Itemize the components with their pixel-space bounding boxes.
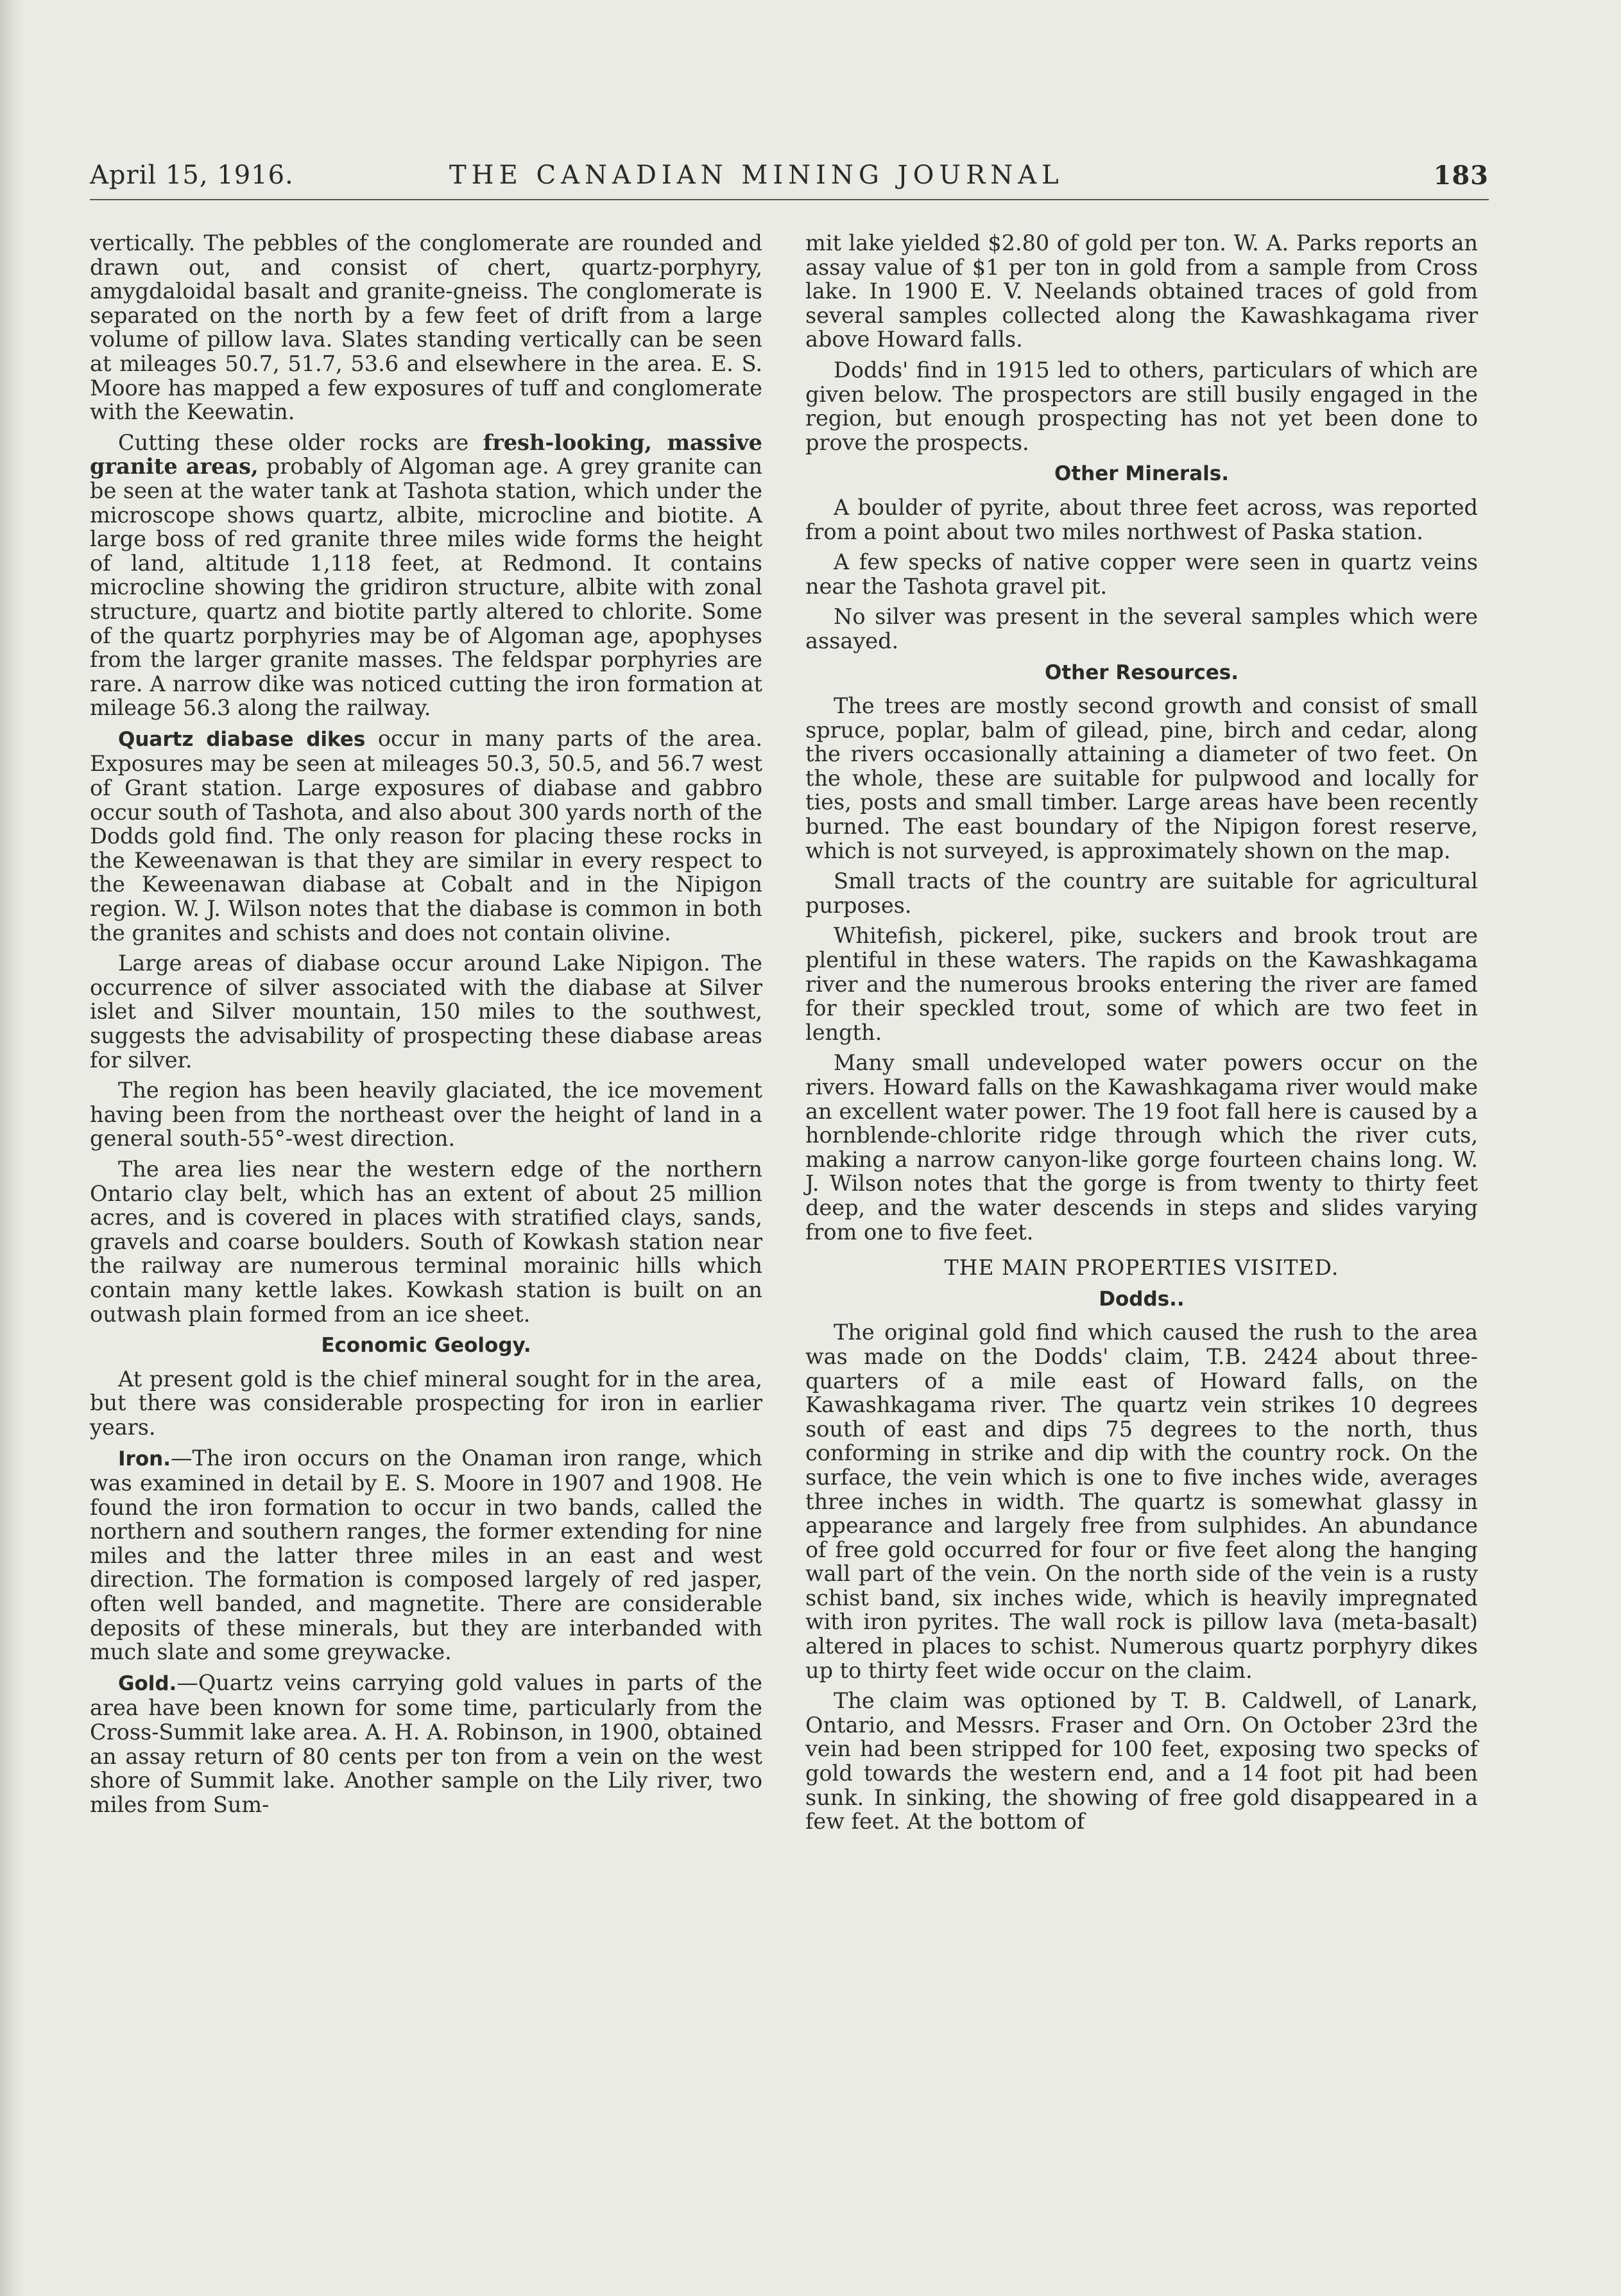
paragraph: At present gold is the chief mineral sought for in the area, but there was considerable prospecting for iron in earlier years. (90, 1366, 762, 1440)
page-number: 183 (1433, 160, 1489, 191)
section-heading-main-properties: THE MAIN PROPERTIES VISITED. (944, 1255, 1339, 1281)
paragraph: A few specks of native copper were seen in quartz veins near the Tashota gravel pit. (805, 549, 1478, 599)
paragraph: Dodds' find in 1915 led to others, particulars of which are given below. The prospectors are still busily engaged in the region, but enough prospecting has not yet been done to prove the prospects. (805, 357, 1478, 455)
paragraph: The region has been heavily glaciated, the ice movement having been from the northeast over the height of land in a general south-55°-west direction. (90, 1078, 762, 1152)
paragraph: The area lies near the western edge of the northern Ontario clay belt, which has an extent of about 25 million acres, and is covered in places with stratified clays, sands, gravels and coarse boulders. South of Kowkash station near the railway are numerous terminal morainic hills which contain many kettle lakes. Kowkash station is built on an outwash plain formed from an ice sheet. (90, 1156, 762, 1327)
right-column (805, 231, 1478, 1840)
page-binding-edge (0, 0, 24, 2296)
header-rule (90, 199, 1489, 200)
paragraph: Whitefish, pickerel, pike, suckers and brook trout are plentiful in these waters. The rapids on the Kawashkagama river and the numerous brooks entering the river are famed for their speckled trout, some of which are two feet in length. (805, 923, 1478, 1045)
paragraph: Gold.—Quartz veins carrying gold values in parts of the area have been known for some time, particularly from the Cross-Summit lake area. A. H. A. Robinson, in 1900, obtained an assay return of 80 cents per ton from a vein on the west shore of Summit lake. Another sample on the Lily river, two miles from Sum- (90, 1670, 762, 1817)
running-header (90, 154, 1489, 199)
paragraph: Quartz diabase dikes occur in many parts of the area. Exposures may be seen at mileages 50.3, 50.5, and 56.7 west of Grant station. Large exposures of diabase and gabbro occur south of Tashota, and also about 300 yards north of the Dodds gold find. The only reason for placing these rocks in the Keweenawan is that they are similar in every respect to the Keweenawan diabase at Cobalt and in the Nipigon region. W. J. Wilson notes that the diabase is common in both the granites and schists and does not contain olivine. (90, 725, 762, 945)
paragraph: mit lake yielded $2.80 of gold per ton. W. A. Parks reports an assay value of $1 per ton in gold from a sample from Cross lake. In 1900 E. V. Neelands obtained traces of gold from several samples collected along the Kawashkagama river above Howard falls. (805, 230, 1478, 352)
paragraph: The trees are mostly second growth and consist of small spruce, poplar, balm of gilead, pine, birch and cedar, along the rivers occasionally attaining a diameter of two feet. On the whole, these are suitable for pulpwood and locally for ties, posts and small timber. Large areas have been recently burned. The east boundary of the Nipigon forest reserve, which is not surveyed, is approximately shown on the map. (805, 693, 1478, 863)
paragraph: The original gold find which caused the rush to the area was made on the Dodds' claim, T.B. 2424 about three-quarters of a mile east of Howard falls, on the Kawashkagama river. The quartz vein strikes 10 degrees south of east and dips 75 degrees to the north, thus conforming in strike and dip with the country rock. On the surface, the vein which is one to five inches wide, averages three inches in width. The quartz is somewhat glassy in appearance and largely free from sulphides. An abundance of free gold occurred for four or five feet along the hanging wall part of the vein. On the north side of the vein is a rusty schist band, six inches wide, which is heavily impregnated with iron pyrites. The wall rock is pillow lava (meta-basalt) altered in places to schist. Numerous quartz porphyry dikes up to thirty feet wide occur on the claim. (805, 1320, 1478, 1683)
subsection-heading-dodds: Dodds.. (1099, 1287, 1185, 1311)
section-heading-other-minerals: Other Minerals. (1054, 462, 1229, 486)
run-in-heading: Quartz diabase dikes (118, 727, 366, 751)
paragraph: Large areas of diabase occur around Lake Nipigon. The occurrence of silver associated with the diabase at Silver islet and Silver mountain, 150 miles to the southwest, suggests the advisability of prospecting these diabase areas for silver. (90, 951, 762, 1073)
left-column (90, 231, 762, 1823)
paragraph: No silver was present in the several samples which were assayed. (805, 604, 1478, 653)
paragraph: Small tracts of the country are suitable for agricultural purposes. (805, 868, 1478, 918)
paragraph: Cutting these older rocks are fresh-looking, massive granite areas, probably of Algoman age. A grey granite can be seen at the water tank at Tashota station, which under the microscope shows quartz, albite, microcline and biotite. A large boss of red granite three miles wide forms the height of land, altitude 1,118 feet, at Redmond. It contains microcline showing the gridiron structure, albite with zonal structure, quartz and biotite partly altered to chlorite. Some of the quartz porphyries may be of Algoman age, apophyses from the larger granite masses. The feldspar porphyries are rare. A narrow dike was noticed cutting the iron formation at mileage 56.3 along the railway. (90, 429, 762, 721)
run-in-heading: Iron. (118, 1447, 171, 1471)
section-heading-economic-geology: Economic Geology. (321, 1334, 531, 1358)
section-heading-other-resources: Other Resources. (1045, 660, 1239, 684)
paragraph: Many small undeveloped water powers occur on the rivers. Howard falls on the Kawashkagama river would make an excellent water power. The 19 foot fall here is caused by a hornblende-chlorite ridge through which the river cuts, making a narrow canyon-like gorge fourteen chains long. W. J. Wilson notes that the gorge is from twenty to thirty feet deep, and the water descends in steps and slides varying from one to five feet. (805, 1050, 1478, 1245)
paragraph: A boulder of pyrite, about three feet across, was reported from a point about two miles northwest of Paska station. (805, 494, 1478, 544)
paragraph: Iron.—The iron occurs on the Onaman iron range, which was examined in detail by E. S. Moore in 1907 and 1908. He found the iron formation to occur in two bands, called the northern and southern ranges, the former extending for nine miles and the latter three miles in an east and west direction. The formation is composed largely of red jasper, often well banded, and magnetite. There are considerable deposits of these minerals, but they are interbanded with much slate and some greywacke. (90, 1445, 762, 1665)
issue-date: April 15, 1916. (90, 160, 294, 190)
journal-title: THE CANADIAN MINING JOURNAL (449, 160, 1064, 190)
run-in-heading: Gold. (118, 1671, 177, 1695)
paragraph: The claim was optioned by T. B. Caldwell, of Lanark, Ontario, and Messrs. Fraser and Orn. On October 23rd the vein had been stripped for 100 feet, exposing two specks of gold towards the western end, and a 14 foot pit had been sunk. In sinking, the showing of free gold disappeared in a few feet. At the bottom of (805, 1688, 1478, 1834)
paragraph: vertically. The pebbles of the conglomerate are rounded and drawn out, and consist of chert, quartz-porphyry, amygdaloidal basalt and granite-gneiss. The conglomerate is separated on the north by a few feet of drift from a large volume of pillow lava. Slates standing vertically can be seen at mileages 50.7, 51.7, 53.6 and elsewhere in the area. E. S. Moore has mapped a few exposures of tuff and conglomerate with the Keewatin. (90, 230, 762, 425)
run-in-heading: fresh-looking, massive granite areas, (90, 429, 762, 479)
